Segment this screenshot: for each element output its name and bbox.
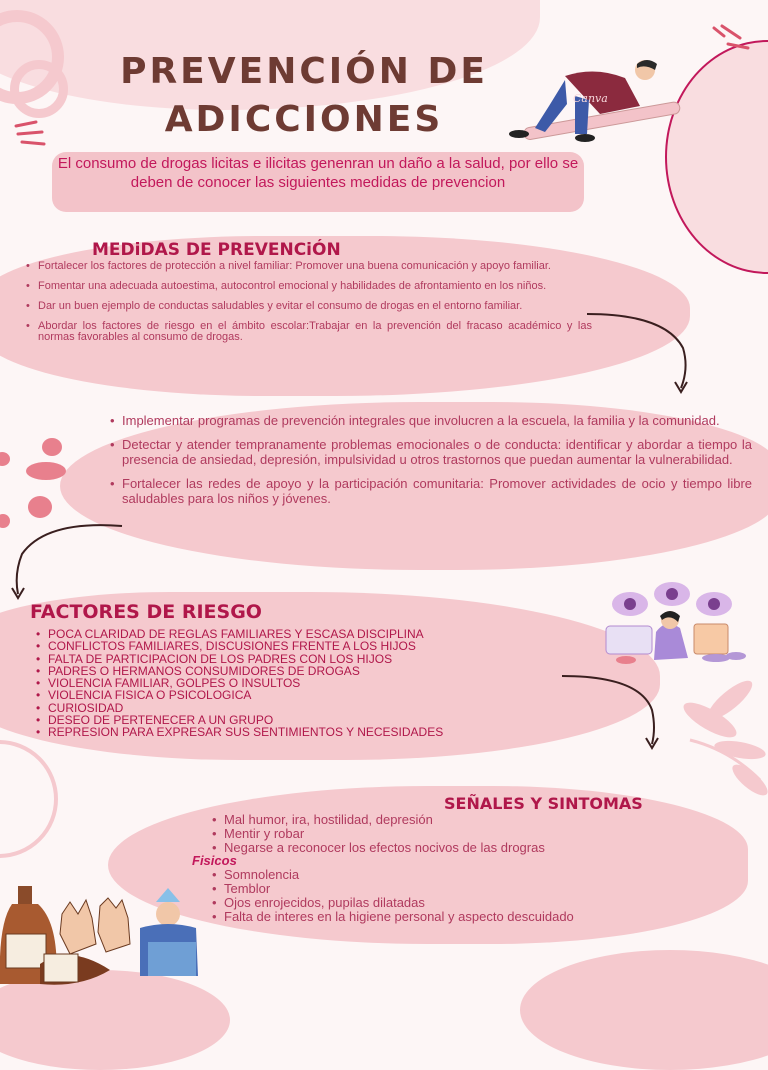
medidas-heading: MEDiDAS DE PREVENCiÓN bbox=[92, 240, 341, 260]
left-circle-ring bbox=[0, 740, 58, 858]
list-item: • FALTA DE PARTICIPACION DE LOS PADRES CON LOS HIJOS bbox=[48, 653, 628, 665]
list-item: • REPRESION PARA EXPRESAR SUS SENTIMIENTOS Y NECESIDADES bbox=[48, 726, 628, 738]
dash-marks-right bbox=[710, 24, 750, 56]
list-item: • Implementar programas de prevención integrales que involucren a la escuela, la familia y la comunidad. bbox=[122, 413, 752, 428]
senales-list bbox=[224, 813, 724, 855]
riesgo-list bbox=[48, 628, 628, 739]
dash-marks-left bbox=[14, 118, 48, 148]
list-item: • CURIOSIDAD bbox=[48, 702, 628, 714]
list-item: • VIOLENCIA FAMILIAR, GOLPES O INSULTOS bbox=[48, 677, 628, 689]
list-item: • Ojos enrojecidos, pupilas dilatadas bbox=[224, 896, 718, 910]
list-item: • POCA CLARIDAD DE REGLAS FAMILIARES Y ESCASA DISCIPLINA bbox=[48, 628, 628, 640]
fisicos-list bbox=[224, 868, 718, 924]
list-item: • Dar un buen ejemplo de conductas saludables y evitar el consumo de drogas en el entorno familiar. bbox=[38, 301, 592, 312]
list-item: • Mal humor, ira, hostilidad, depresión bbox=[224, 813, 724, 827]
senales-heading: SEÑALES Y SINTOMAS bbox=[444, 794, 643, 813]
top-left-circle-2 bbox=[10, 60, 68, 118]
dot bbox=[42, 438, 62, 456]
title-line-2: ADICCIONES bbox=[164, 99, 444, 140]
fisicos-label: Fisicos bbox=[192, 853, 237, 868]
list-item: • Mentir y robar bbox=[224, 827, 724, 841]
watermark-text: Canva bbox=[573, 92, 608, 105]
dot bbox=[28, 496, 52, 518]
medidas-list bbox=[38, 261, 592, 352]
riesgo-heading: FACTORES DE RIESGO bbox=[30, 601, 262, 623]
dot bbox=[0, 452, 10, 466]
list-item: • Fortalecer los factores de protección a nivel familiar: Promover una buena comunicación y apoyo familiar. bbox=[38, 261, 592, 272]
person-pencil-illustration bbox=[505, 56, 685, 146]
intro-text: El consumo de drogas licitas e ilicitas genenran un daño a la salud, por ello se deben de conocer las siguientes medidas de prevencion bbox=[52, 152, 584, 212]
list-item: • VIOLENCIA FISICA O PSICOLOGICA bbox=[48, 689, 628, 701]
bottle-hands-illustration bbox=[0, 884, 210, 994]
bottom-right-blob bbox=[520, 950, 768, 1070]
curly-arrow-icon bbox=[6, 520, 126, 602]
list-item: • DESEO DE PERTENECER A UN GRUPO bbox=[48, 714, 628, 726]
list-item: • Negarse a reconocer los efectos nocivos de las drogras bbox=[224, 841, 724, 855]
page-title bbox=[84, 48, 524, 144]
dot bbox=[26, 462, 66, 480]
list-item: • CONFLICTOS FAMILIARES, DISCUSIONES FRENTE A LOS HIJOS bbox=[48, 640, 628, 652]
list-item: • Temblor bbox=[224, 882, 718, 896]
title-line-1: PREVENCIÓN DE bbox=[120, 51, 488, 92]
flower-decoration bbox=[650, 660, 768, 800]
list-item: • Fortalecer las redes de apoyo y la participación comunitaria: Promover actividades de ocio y tiempo libre saludables para los niños y jóvenes. bbox=[122, 476, 752, 506]
medidas-list-2 bbox=[122, 413, 752, 515]
curly-arrow-icon bbox=[585, 308, 695, 398]
list-item: • Abordar los factores de riesgo en el ámbito escolar:Trabajar en la prevención del fracaso académico y las normas favorables al consumo de drogas. bbox=[38, 321, 592, 343]
list-item: • Detectar y atender tempranamente problemas emocionales o de conducta: identificar y abordar a tiempo la presencia de ansiedad, depresión, impulsividad u otros trastornos que puedan aumentar la vulnerabilidad. bbox=[122, 437, 752, 467]
list-item: • Somnolencia bbox=[224, 868, 718, 882]
person-pills-illustration bbox=[596, 582, 756, 668]
list-item: • PADRES O HERMANOS CONSUMIDORES DE DROGAS bbox=[48, 665, 628, 677]
list-item: • Falta de interes en la higiene personal y aspecto descuidado bbox=[224, 910, 718, 924]
list-item: • Fomentar una adecuada autoestima, autocontrol emocional y habilidades de afrontamiento en los niños. bbox=[38, 281, 592, 292]
